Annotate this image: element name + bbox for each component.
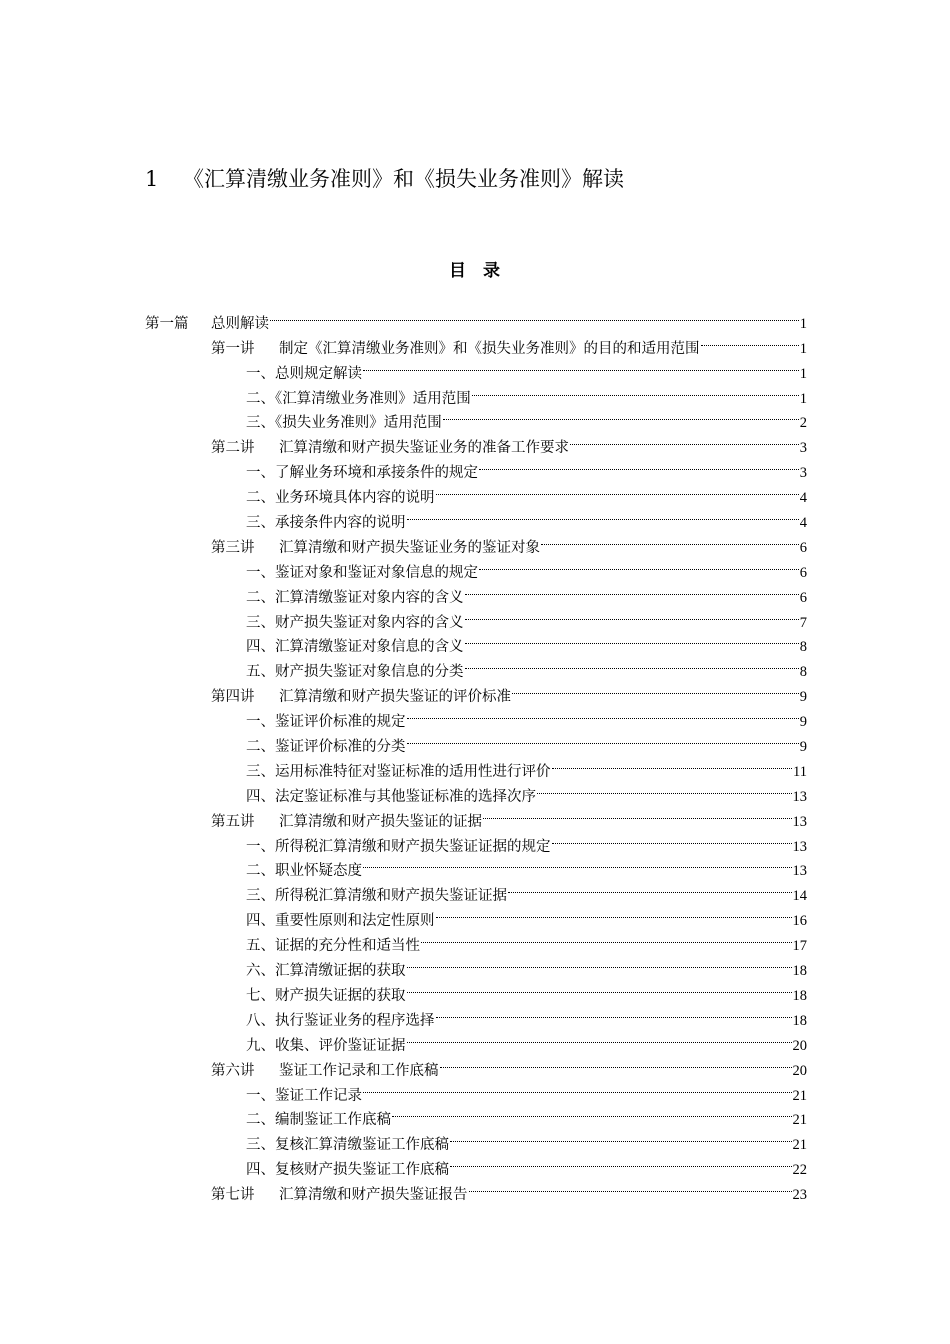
toc-entry-label [246,859,362,884]
toc-entry[interactable] [145,403,807,432]
dot-leader [465,627,799,652]
toc-entry-label [246,411,442,436]
toc-entry[interactable] [145,1000,807,1029]
toc-title-char-1: 目 [449,261,467,281]
toc-entry-page-number: 1 [799,315,807,332]
toc-entry-label [246,511,406,536]
toc-entry[interactable] [145,875,807,905]
dot-leader [537,776,792,801]
toc-entry-text: 三、所得税汇算清缴和财产损失鉴证证据 [246,888,507,905]
toc-entry[interactable] [145,627,807,656]
toc-entry-label [246,362,362,387]
toc-entry-text: 汇算清缴和财产损失鉴证业务的鉴证对象 [279,539,540,556]
toc-entry-text: 五、财产损失鉴证对象信息的分类 [246,664,464,681]
toc-entry-page-number: 14 [792,888,807,905]
toc-entry-text: 三、运用标准特征对鉴证标准的适用性进行评价 [246,763,551,780]
toc-entry-text: 四、重要性原则和法定性原则 [246,913,435,930]
dot-leader [436,900,792,925]
toc-entry-text: 七、财产损失证据的获取 [246,987,406,1004]
toc-entry-page-number: 9 [799,714,807,731]
toc-entry-text: 二、《汇算清缴业务准则》适用范围 [246,390,471,407]
toc-entry-page-number: 13 [792,838,807,855]
toc-entry-page-number: 20 [792,1037,807,1054]
toc-entry[interactable] [145,950,807,980]
toc-entry-page-number: 11 [793,763,807,780]
dot-leader [479,452,799,477]
dot-leader [421,925,792,950]
toc-entry-page-number: 1 [799,340,807,357]
dot-leader [450,1149,792,1174]
dot-leader [436,477,799,502]
toc-entry[interactable] [145,527,807,556]
toc-entry-page-number: 22 [792,1162,807,1179]
toc-entry-page-number: 21 [792,1112,807,1129]
toc-entry-text: 三、复核汇算清缴鉴证工作底稿 [246,1137,449,1154]
toc-entry-label [246,909,435,934]
toc-entry[interactable] [145,303,807,332]
toc-entry-prefix: 第五讲 [211,813,255,830]
dot-leader [270,303,799,328]
toc-entry[interactable] [145,1174,807,1204]
toc-entry-text: 一、鉴证评价标准的规定 [246,714,406,731]
toc-entry-label [246,1084,362,1109]
toc-entry-page-number: 18 [792,987,807,1004]
dot-leader [407,975,792,1000]
dot-leader [552,826,792,851]
toc-entry-page-number: 13 [792,813,807,830]
toc-entry-label [145,312,269,337]
toc-entry-label [246,1133,449,1158]
toc-entry-label [246,760,551,785]
dot-leader [512,676,799,701]
toc-entry-text: 制定《汇算清缴业务准则》和《损失业务准则》的目的和适用范围 [279,340,700,357]
toc-entry[interactable] [145,900,807,930]
dot-leader [465,577,799,602]
toc-entry[interactable] [145,975,807,1004]
toc-entry-label [246,1158,449,1183]
toc-entry-page-number: 9 [799,689,807,706]
toc-entry[interactable] [145,1025,807,1054]
dot-leader [443,403,799,428]
toc-entry-text: 一、总则规定解读 [246,365,362,382]
toc-entry[interactable] [145,851,807,880]
toc-entry-label [246,934,420,959]
toc-entry[interactable] [145,651,807,681]
toc-entry[interactable] [145,1050,807,1079]
dot-leader [469,1174,792,1199]
dot-leader [508,875,792,900]
toc-entry-prefix: 第一篇 [145,315,189,332]
toc-entry-page-number: 18 [792,1012,807,1029]
toc-entry-page-number: 3 [799,440,807,457]
toc-entry-text: 一、了解业务环境和承接条件的规定 [246,465,478,482]
toc-entry[interactable] [145,477,807,507]
dot-leader [465,602,799,627]
dot-leader [450,1124,792,1149]
toc-entry[interactable] [145,1100,807,1129]
document-heading [145,163,624,193]
toc-entry-label [246,586,464,611]
dot-leader [552,751,793,776]
toc-entry-page-number: 20 [792,1062,807,1079]
toc-entry-label [246,735,406,760]
toc-entry-page-number: 6 [799,539,807,556]
toc-entry-label [246,387,471,412]
toc-title [0,256,950,281]
toc-entry-page-number: 4 [799,515,807,532]
toc-entry-page-number: 6 [799,564,807,581]
dot-leader [407,1025,792,1050]
toc-entry-page-number: 17 [792,938,807,955]
toc-entry[interactable] [145,427,807,457]
toc-entry-text: 五、证据的充分性和适当性 [246,938,420,955]
toc-entry-label [246,635,464,660]
toc-entry[interactable] [145,502,807,532]
dot-leader [465,651,799,676]
toc-title-char-2: 录 [483,261,501,281]
toc-entry-page-number: 23 [792,1187,807,1204]
table-of-contents [145,303,807,1204]
toc-entry[interactable] [145,1124,807,1154]
toc-entry[interactable] [145,378,807,407]
toc-entry-text: 二、职业怀疑态度 [246,863,362,880]
toc-entry-page-number: 7 [799,614,807,631]
toc-entry-text: 四、法定鉴证标准与其他鉴证标准的选择次序 [246,788,536,805]
toc-entry-page-number: 13 [792,788,807,805]
toc-entry-text: 汇算清缴和财产损失鉴证的评价标准 [279,689,511,706]
toc-entry-text: 九、收集、评价鉴证证据 [246,1037,406,1054]
toc-entry-text: 三、财产损失鉴证对象内容的含义 [246,614,464,631]
toc-entry-page-number: 8 [799,639,807,656]
toc-entry-label [211,1183,468,1208]
toc-entry-prefix: 第一讲 [211,340,255,357]
dot-leader [407,502,799,527]
toc-entry-label [246,561,478,586]
toc-entry-prefix: 第六讲 [211,1062,255,1079]
toc-entry-text: 汇算清缴和财产损失鉴证报告 [279,1187,468,1204]
toc-entry[interactable] [145,726,807,756]
toc-entry-label [246,984,406,1009]
toc-entry[interactable] [145,751,807,780]
toc-entry[interactable] [145,925,807,955]
toc-entry-page-number: 4 [799,490,807,507]
toc-entry-label [246,1108,391,1133]
toc-entry-prefix: 第四讲 [211,689,255,706]
dot-leader [440,1050,792,1075]
dot-leader [483,801,792,826]
toc-entry[interactable] [145,1149,807,1179]
toc-entry[interactable] [145,602,807,631]
dot-leader [407,701,799,726]
toc-entry-text: 二、汇算清缴鉴证对象内容的含义 [246,589,464,606]
toc-entry-label [246,710,406,735]
toc-entry-text: 二、编制鉴证工作底稿 [246,1112,391,1129]
toc-entry-text: 六、汇算清缴证据的获取 [246,963,406,980]
dot-leader [570,427,799,452]
toc-entry-page-number: 1 [799,365,807,382]
dot-leader [479,552,799,577]
dot-leader [363,851,792,876]
dot-leader [701,328,799,353]
dot-leader [363,353,799,378]
toc-entry-prefix: 第七讲 [211,1187,255,1204]
toc-entry-label [211,810,482,835]
toc-entry-page-number: 3 [799,465,807,482]
toc-entry-text: 四、复核财产损失鉴证工作底稿 [246,1162,449,1179]
toc-entry-prefix: 第二讲 [211,440,255,457]
dot-leader [541,527,799,552]
toc-entry-text: 八、执行鉴证业务的程序选择 [246,1012,435,1029]
toc-entry-page-number: 21 [792,1087,807,1104]
toc-entry-page-number: 13 [792,863,807,880]
toc-entry-page-number: 18 [792,963,807,980]
toc-entry-text: 一、鉴证对象和鉴证对象信息的规定 [246,564,478,581]
toc-entry-text: 四、汇算清缴鉴证对象信息的含义 [246,639,464,656]
dot-leader [363,1075,792,1100]
toc-entry-label [246,611,464,636]
toc-entry-page-number: 8 [799,664,807,681]
toc-entry-label [246,660,464,685]
dot-leader [407,726,799,751]
toc-entry[interactable] [145,676,807,706]
toc-entry-page-number: 1 [799,390,807,407]
toc-entry-text: 汇算清缴和财产损失鉴证业务的准备工作要求 [279,440,569,457]
toc-entry-page-number: 2 [799,415,807,432]
toc-entry-text: 鉴证工作记录和工作底稿 [279,1062,439,1079]
dot-leader [472,378,799,403]
toc-entry-text: 三、承接条件内容的说明 [246,515,406,532]
heading-text: 《汇算清缴业务准则》和《损失业务准则》解读 [183,167,624,191]
toc-entry-prefix: 第三讲 [211,539,255,556]
toc-entry-text: 二、业务环境具体内容的说明 [246,490,435,507]
toc-entry-page-number: 9 [799,739,807,756]
toc-entry-page-number: 6 [799,589,807,606]
toc-entry[interactable] [145,577,807,606]
toc-entry-text: 总则解读 [211,315,269,332]
heading-number: 1 [145,167,159,191]
dot-leader [392,1100,792,1125]
dot-leader [407,950,792,975]
dot-leader [436,1000,792,1025]
toc-entry-text: 二、鉴证评价标准的分类 [246,739,406,756]
toc-entry-label [246,1034,406,1059]
toc-entry-page-number: 21 [792,1137,807,1154]
toc-entry-label [246,959,406,984]
toc-entry-text: 汇算清缴和财产损失鉴证的证据 [279,813,482,830]
toc-entry-page-number: 16 [792,913,807,930]
toc-entry-text: 一、所得税汇算清缴和财产损失鉴证证据的规定 [246,838,551,855]
toc-entry-text: 一、鉴证工作记录 [246,1087,362,1104]
toc-entry-text: 三、《损失业务准则》适用范围 [246,415,442,432]
